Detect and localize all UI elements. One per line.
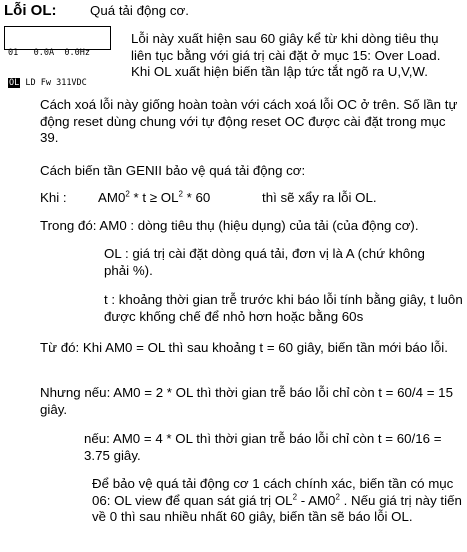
lcd-line-2: OL LD Fw 311VDC	[9, 78, 87, 88]
paragraph-from: Từ đó: Khi AM0 = OL thì sau khoảng t = 60 giây, biến tần mới báo lỗi.	[40, 340, 448, 355]
lcd-display	[4, 26, 111, 88]
formula-label: Khi :	[40, 190, 67, 205]
paragraph-but: Nhưng nếu: AM0 = 2 * OL thì thời gian trễ báo lỗi chỉ còn t = 60/4 = 15 giây.	[40, 385, 453, 417]
formula-result: thì sẽ xẩy ra lỗi OL.	[262, 190, 377, 205]
definition-t: t : khoảng thời gian trễ trước khi báo lỗi tính bằng giây, t luôn được khống chế để nhỏ hơn hoặc bằng 60s	[104, 292, 463, 324]
definition-ol: OL : giá trị cài đặt dòng quá tải, đơn vị là A (chứ không phải %).	[104, 246, 425, 278]
section-description: Quá tải động cơ.	[90, 3, 189, 18]
formula: $AM0^2 * t \ge OL^2 * 60$	[98, 189, 211, 205]
paragraph-protection: Cách biến tần GENII bảo vệ quá tải động cơ:	[40, 163, 306, 178]
definition-am0: Trong đó: AM0 : dòng tiêu thụ (hiệu dụng) của tải (của động cơ).	[40, 218, 419, 233]
section-title: Lỗi OL:	[4, 2, 57, 19]
lcd-line-1: 01 0.0A 0.0Hz	[8, 48, 90, 58]
lcd-error-code: OL	[9, 78, 20, 88]
paragraph-reset: Cách xoá lỗi này giống hoàn toàn với cách xoá lỗi OC ở trên. Số lần tự động reset dùng chung với tự động reset OC được cài đặt trong mục 39.	[40, 97, 458, 145]
paragraph-cause: Lỗi này xuất hiện sau 60 giây kể từ khi dòng tiêu thụ liên tục bằng với giá trị cài đặt ở mục 15: Over Load. Khi OL xuất hiện biến tần lập tức tắt ngõ ra U,V,W.	[131, 31, 441, 79]
paragraph-ol-view: Để bảo vệ quá tải động cơ 1 cách chính xác, biến tần có mục 06: OL view để quan sát giá trị $OL^2 - AM0^2$ . Nếu giá trị này tiến về 0 thì sau nhiều nhất 60 giây, biến tần sẽ báo lỗi OL.	[92, 476, 462, 524]
paragraph-if: nếu: AM0 = 4 * OL thì thời gian trễ báo lỗi chỉ còn t = 60/16 = 3.75 giây.	[84, 431, 442, 463]
